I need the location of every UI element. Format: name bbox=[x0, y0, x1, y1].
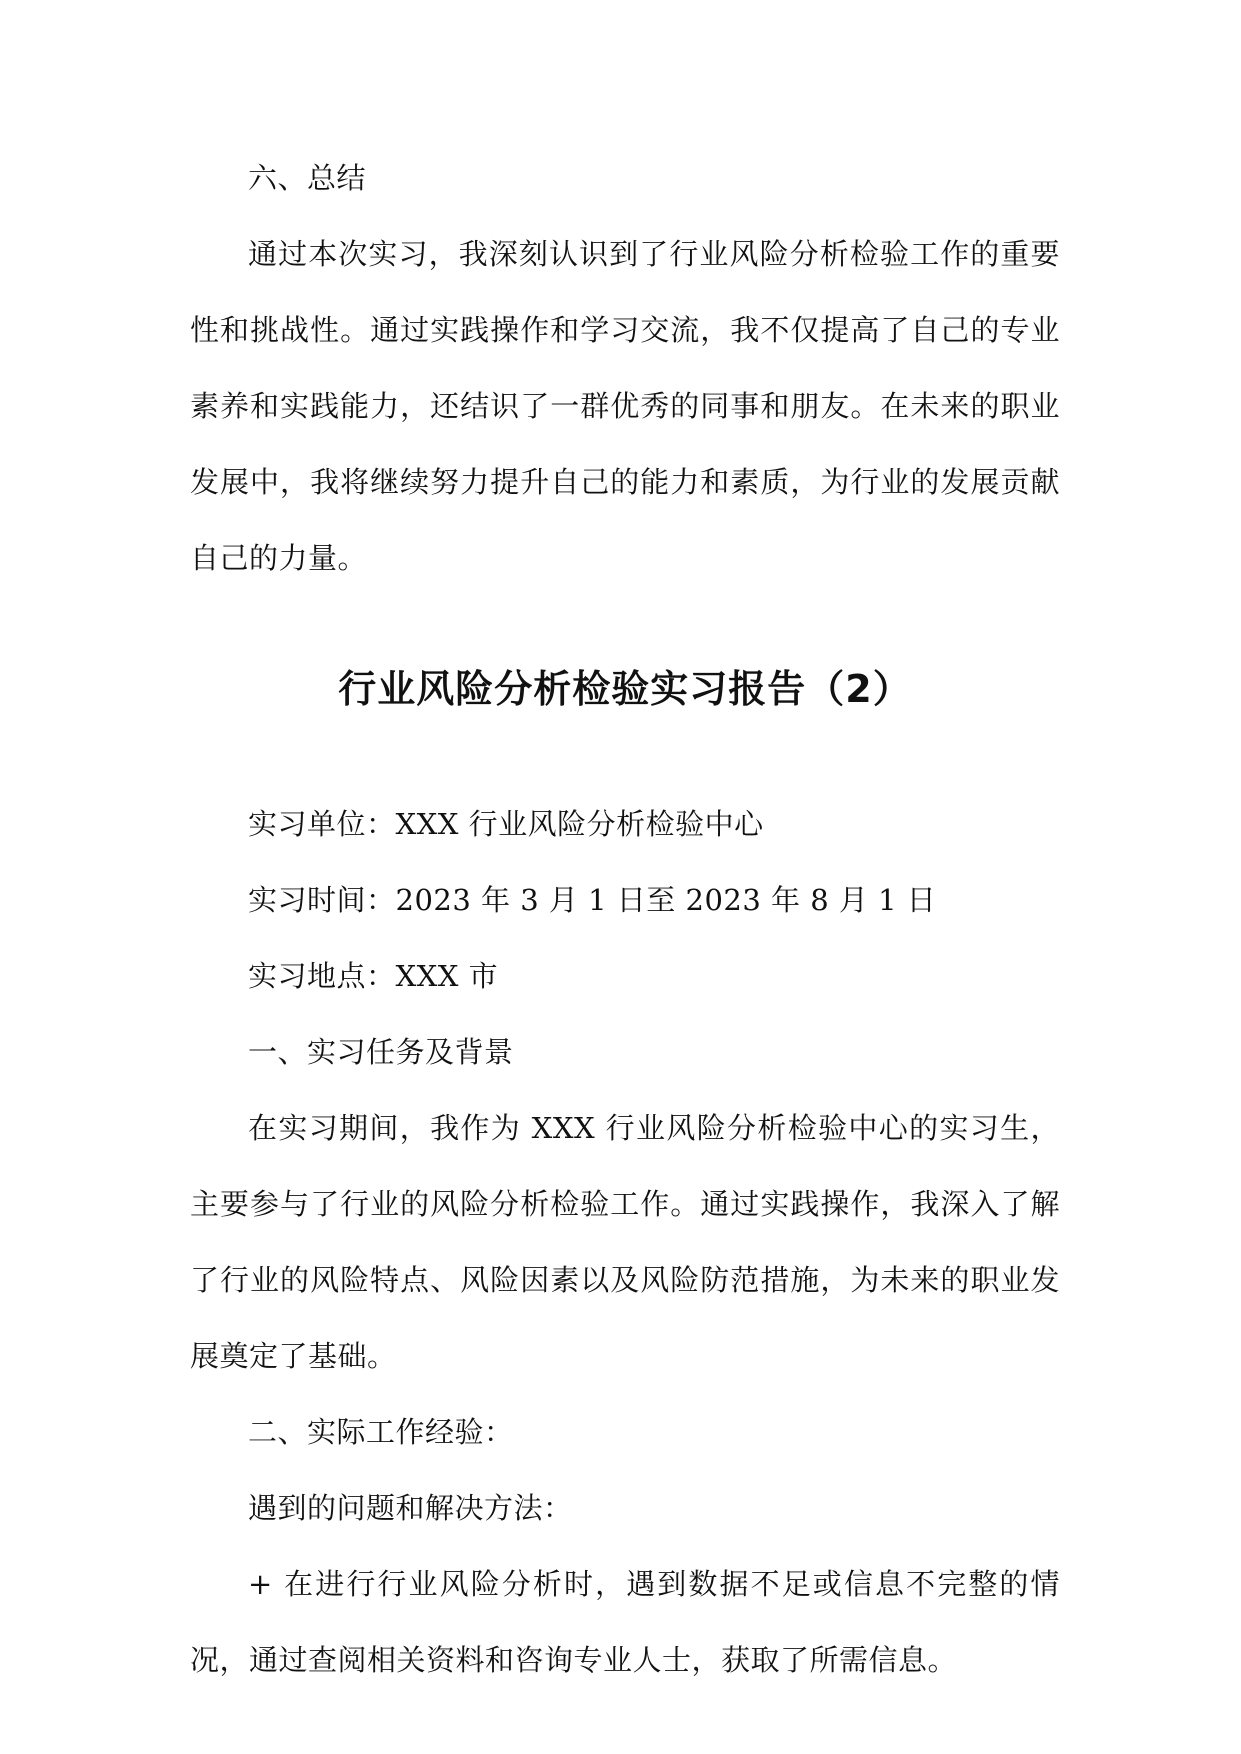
task-heading: 一、实习任务及背景 bbox=[248, 1035, 514, 1069]
problems-heading: 遇到的问题和解决方法： bbox=[248, 1491, 573, 1525]
document-body bbox=[190, 140, 1060, 1698]
experience-heading: 二、实际工作经验： bbox=[248, 1415, 514, 1449]
summary-paragraph: 通过本次实习，我深刻认识到了行业风险分析检验工作的重要性和挑战性。通过实践操作和学习交流，我不仅提高了自己的专业素养和实践能力，还结识了一群优秀的同事和朋友。在未来的职业发展中，我将继续努力提升自己的能力和素质，为行业的发展贡献自己的力量。 bbox=[190, 237, 1060, 575]
internship-location: 实习地点：XXX 市 bbox=[248, 959, 499, 993]
task-paragraph: 在实习期间，我作为 XXX 行业风险分析检验中心的实习生，主要参与了行业的风险分析检验工作。通过实践操作，我深入了解了行业的风险特点、风险因素以及风险防范措施，为未来的职业发展奠定了基础。 bbox=[190, 1111, 1060, 1373]
internship-unit: 实习单位：XXX 行业风险分析检验中心 bbox=[248, 807, 764, 841]
summary-heading: 六、总结 bbox=[248, 161, 367, 195]
problem-item: + 在进行行业风险分析时，遇到数据不足或信息不完整的情况，通过查阅相关资料和咨询专业人士，获取了所需信息。 bbox=[190, 1567, 1060, 1677]
internship-time: 实习时间：2023 年 3 月 1 日至 2023 年 8 月 1 日 bbox=[248, 883, 937, 917]
report-title: 行业风险分析检验实习报告（2） bbox=[338, 667, 912, 711]
